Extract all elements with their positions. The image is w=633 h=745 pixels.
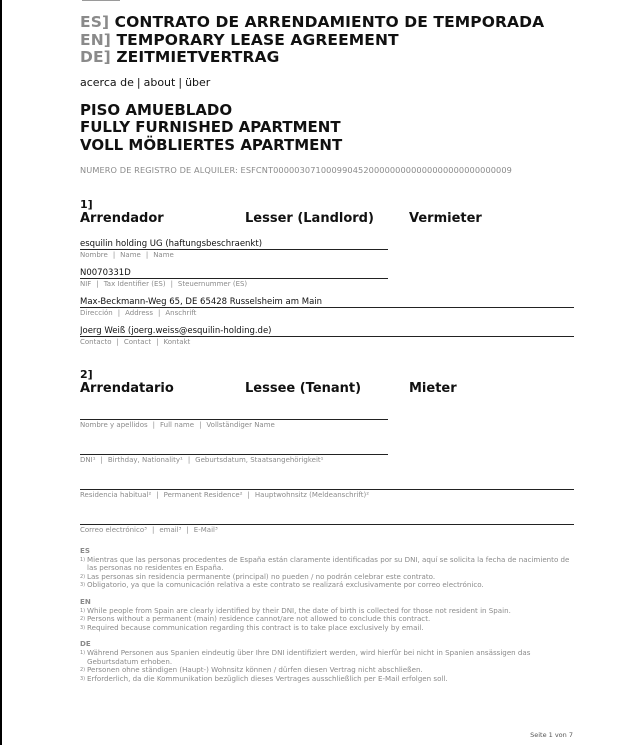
page-number: Seite 1 von 7 [530,731,573,739]
tenant-dni-field[interactable]: DNI¹ | Birthday, Nationality¹ | Geburtsdatum, Staatsangehörigkeit¹ [80,444,574,465]
footnotes-es: ES 1) Mientras que las personas procedentes de España están claramente identificadas por su DNI, aquí se solicita la fecha de nacimiento de las personas no residentes en España. 2) Las personas sin residencia permanente (principal) no pueden / no podrán celebrar este contrato. 3) Obligatorio, ya que la comunicación relativa a este contrato se realizará exclusivamente por correo electrónico. [80,546,570,590]
header-rule [82,0,120,1]
section-number: 2] [80,368,93,381]
landlord-name-field: esquilin holding UG (haftungsbeschraenkt) Nombre | Name | Name [80,239,574,260]
title-en: EN] TEMPORARY LEASE AGREEMENT [80,30,399,49]
contract-page [80,14,574,683]
footnotes [80,547,574,683]
about-de: über [185,75,211,89]
registry-number: NUMERO DE REGISTRO DE ALQUILER: ESFCNT000003071000990452000000000000000000000000009 [80,165,512,175]
tenant-residence-field[interactable]: Residencia habitual² | Permanent Residence² | Hauptwohnsitz (Meldeanschrift)² [80,479,574,500]
left-margin-rule [0,0,2,745]
footnotes-de: DE 1) Während Personen aus Spanien eindeutig über Ihre DNI identifiziert werden, wird hierfür bei nicht in Spanien ansässigen das Geburtsdatum erhoben. 2) Personen ohne ständigen (Haupt-) Wohnsitz können / dürfen diesen Vertrag nicht abschließen. 3) Erforderlich, da die Kommunikation bezüglich dieses Vertrages ausschließlich per E-Mail erfolgen soll. [80,639,531,683]
footnotes-en: EN 1) While people from Spain are clearly identified by their DNI, the date of birth is collected for those not resident in Spain. 2) Persons without a permanent (main) residence cannot/are not allowed to conclude this contract. 3) Required because communication regarding this contract is to take place exclusively by email. [80,596,511,632]
about-links: acerca de | about | über [80,75,211,89]
section-landlord [80,199,574,347]
subtitle-de: VOLL MÖBLIERTES APARTMENT [80,135,343,154]
section-heading: Arrendador Lesser (Landlord) Vermieter [80,211,482,226]
landlord-contact-field: Joerg Weiß (joerg.weiss@esquilin-holding.de) Contacto | Contact | Kontakt [80,326,574,347]
section-number: 1] [80,198,93,211]
landlord-tax-field: N0070331D NIF | Tax Identifier (ES) | Steuernummer (ES) [80,268,574,289]
subtitle-es: PISO AMUEBLADO [80,100,233,119]
section-tenant [80,369,574,535]
about-en: about [143,75,176,89]
title-de: DE] ZEITMIETVERTRAG [80,48,280,66]
tenant-fullname-field[interactable]: Nombre y apellidos | Full name | Vollständiger Name [80,409,574,430]
property-type [80,102,574,155]
section-heading: Arrendatario Lessee (Tenant) Mieter [80,381,457,396]
subtitle-en: FULLY FURNISHED APARTMENT [80,118,341,136]
title-es: ES] CONTRATO DE ARRENDAMIENTO DE TEMPORADA [80,13,545,31]
landlord-address-field: Max-Beckmann-Weg 65, DE 65428 Russelsheim am Main Dirección | Address | Anschrift [80,297,574,318]
about-es: acerca de [80,75,134,89]
tenant-email-field[interactable]: Correo electrónico³ | email³ | E-Mail³ [80,514,574,535]
document-title [80,14,574,67]
